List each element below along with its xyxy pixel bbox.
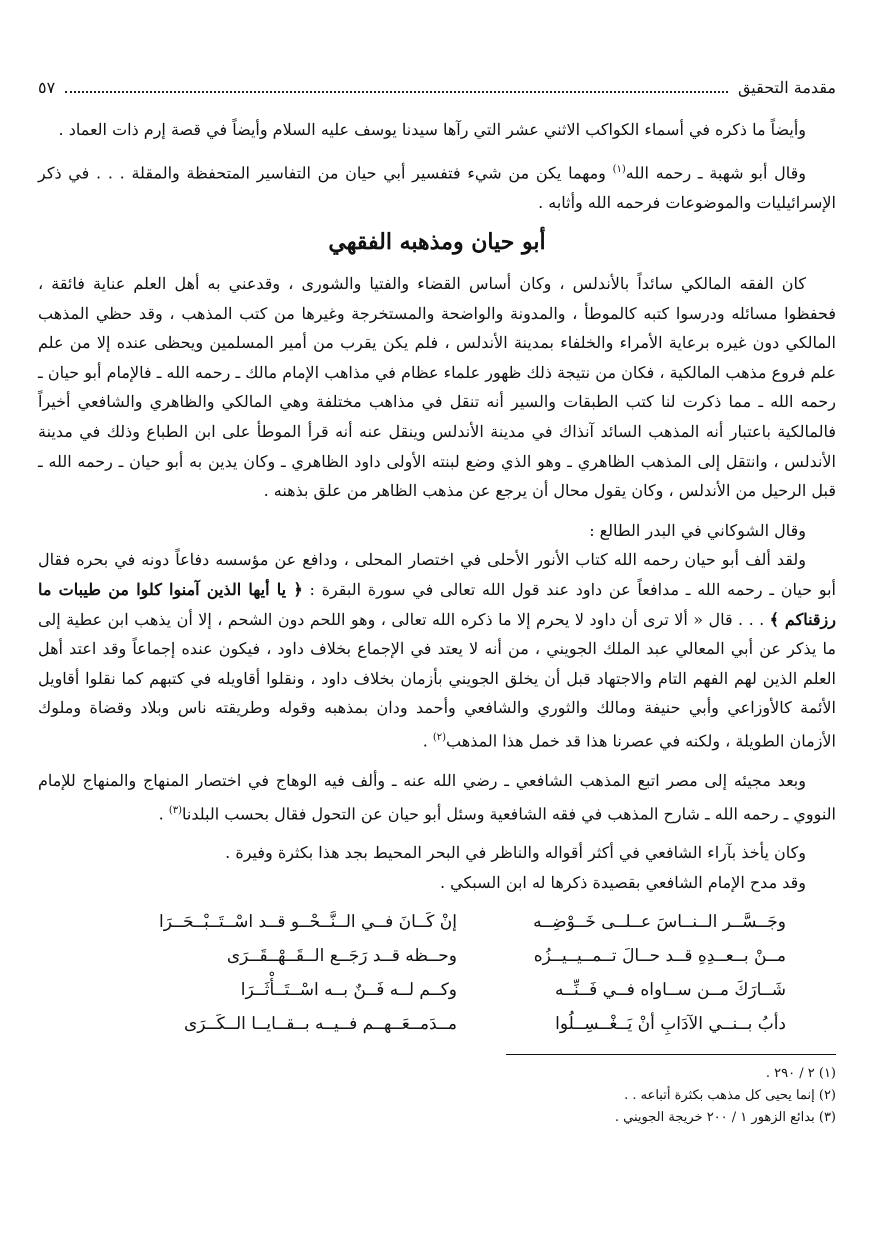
section-heading: أبو حيان ومذهبه الفقهي [328, 229, 546, 256]
paragraph-6 [38, 766, 836, 829]
paragraph-5-text-b: . . . قال « ألا ترى أن داود لا يحرم إلا ما ذكره الله تعالى ، وهو اللحم دون الشحم ، إلا أن يذهب ابن عطية إلى ما يذكر عن أبي المعالي عبد الملك الجويني ، من أنه لا يعتد في الإجماع بخلاف داود ، فيكون عنده إجماعاً وقد اعتد أهل العلم الذين لهم الفهم التام والاجتهاد قبل أن يخلق الجويني بأزمان بخلاف داود ، ونقلوا أقاويله في كتبهم كما نقلوا أقاويل الأئمة كالأوزاعي وأبي حنيفة ومالك والثوري والشافعي وأحمد ودان بمذهبه وقوله وطريقته ناس وبلاد وقضاة وملوك الأزمان الطويلة ، ولكنه في عصرنا هذا قد خمل هذا المذهب [38, 609, 836, 751]
footnote-ref-2[interactable]: (٢) [432, 732, 447, 744]
verse-3-second-hemistich: وكــم لــه فَــنٌ بــه اسْــتَــأْثَــرَا [240, 979, 457, 1000]
footnote-1: (١) ٢ / ٢٩٠ . [765, 1065, 836, 1081]
paragraph-5 [38, 545, 836, 755]
paragraph-2-text-a: وقال أبو شهبة ـ رحمه الله [625, 162, 807, 182]
paragraph-6-text-b: . [158, 803, 169, 823]
verse-2-first-hemistich: مــنْ بــعــدِهِ قــد حــالَ تــمــيــيــزُه [533, 945, 786, 966]
quran-quote: ﴿ يا أيها الذين آمنوا كلوا من طيبات ما رزقناكم ﴾ [38, 580, 836, 629]
verse-4-first-hemistich: دأبُ بــنــي الآدَابِ أنْ يَــغْــسِــلُوا [555, 1013, 786, 1034]
running-head [38, 78, 836, 97]
footnote-3: (٣) بدائع الزهور ١ / ٢٠٠ خريجة الجويني . [614, 1109, 836, 1125]
page-number: ٥٧ [38, 78, 56, 97]
verse-2-second-hemistich: وحــظه قــد رَجَــع الــقَــهْــقَــرَى [226, 945, 457, 966]
paragraph-7: وكان يأخذ بآراء الشافعي في أكثر أقواله والناظر في البحر المحيط بجد هذا بكثرة وفيرة . [225, 843, 806, 863]
verse-4-second-hemistich: مــدَمــعَــهــم فــيــه بــقــايــا الــكَــرَى [183, 1013, 457, 1034]
paragraph-5-text-c: . [422, 731, 433, 751]
poem [38, 908, 836, 1038]
paragraph-6-text-a: وبعد مجيئه إلى مصر اتبع المذهب الشافعي ـ رضي الله عنه ـ وألف فيه الوهاج في اختصار المنهاج والمنهاج للإمام النووي ـ رحمه الله ـ شارح المذهب في فقه الشافعية وسئل أبو حيان عن التحول فقال بحسب البلدنا [38, 770, 836, 823]
paragraph-2-text-b: ومهما يكن من شيء فتفسير أبي حيان من التفاسير المتحفظة والمقلة . . . في ذكر الإسرائيليات والموضوعات فرحمه الله وأثابه . [38, 162, 836, 212]
leader-dots [65, 81, 728, 93]
footnote-ref-3[interactable]: (٣) [168, 804, 182, 816]
footnote-ref-1[interactable]: (١) [612, 163, 626, 175]
verse-3-first-hemistich: شَــارَكَ مــن ســاواه فــي فَــنِّــه [554, 979, 786, 1000]
paragraph-2 [38, 155, 836, 218]
verse-1-second-hemistich: إنْ كَــانَ فــي الــنَّــحْــو قــد اسْــتَــبْــحَــرَا [158, 911, 457, 932]
paragraph-1: وأيضاً ما ذكره في أسماء الكواكب الاثني عشر التي رآها سيدنا يوسف عليه السلام وأيضاً في قصة إرم ذات العماد . [58, 120, 806, 139]
paragraph-8: وقد مدح الإمام الشافعي بقصيدة ذكرها له ابن السبكي . [439, 873, 806, 893]
paragraph-5-text-a: ولقد ألف أبو حيان رحمه الله كتاب الأنور الأحلى في اختصار المحلى ، ودافع عن مؤسسه دفاعاً دونه في بحره فقال أبو حيان ـ رحمه الله ـ مدافعاً عن داود عند قول الله تعالى في سورة البقرة : [38, 550, 837, 600]
footnote-2: (٢) إنما يحيى كل مذهب بكثرة أتباعه . . [624, 1087, 836, 1103]
paragraph-3: كان الفقه المالكي سائداً بالأندلس ، وكان أساس القضاء والفتيا والشورى ، وقدعني به أهل العلم عناية فائقة ، فحفظوا مسائله ودرسوا كتبه كالموطأ ، والمدونة والواضحة والمستخرجة وغيرها من كتب المذهب ، وقد حظي المذهب المالكي دون غيره برعاية الأمراء والخلفاء بمدينة الأندلس ، فلم يكن يقرب من أمير المسلمين ويحظى عنده إلا من علم علم فروع مذهب المالكية ، فكان من نتيجة ذلك ظهور علماء عظام في مذاهب الإمام مالك ـ رحمه الله ـ فالإمام أبو حيان ـ رحمه الله ـ مما ذكرت لنا كتب الطبقات والسير أنه تنقل في مذاهب مختلفة وهي المالكي والظاهري والشافعي أخيراً فالمالكية باعتبار أنه المذهب السائد آنذاك في مدينة الأندلس وينقل عنه أنه قرأ الموطأ على ابن الطباع وذلك في مدينة الأندلس ، وانتقل إلى المذهب الظاهري ـ وهو الذي وضع لبنته الأولى داود الظاهري ـ وكان يدين به أبو حيان ـ رحمه الله ـ قبل الرحيل من الأندلس ، وكان يقول محال أن يرجع عن مذهب الظاهر من علق بذهنه . [38, 274, 837, 501]
running-head-title: مقدمة التحقيق [737, 78, 836, 97]
verse-1-first-hemistich: وجَــسَّــر الــنــاسَ عــلــى خَــوْضِــه [533, 911, 786, 932]
paragraph-4: وقال الشوكاني في البدر الطالع : [589, 520, 806, 540]
footnote-divider [506, 1054, 836, 1055]
